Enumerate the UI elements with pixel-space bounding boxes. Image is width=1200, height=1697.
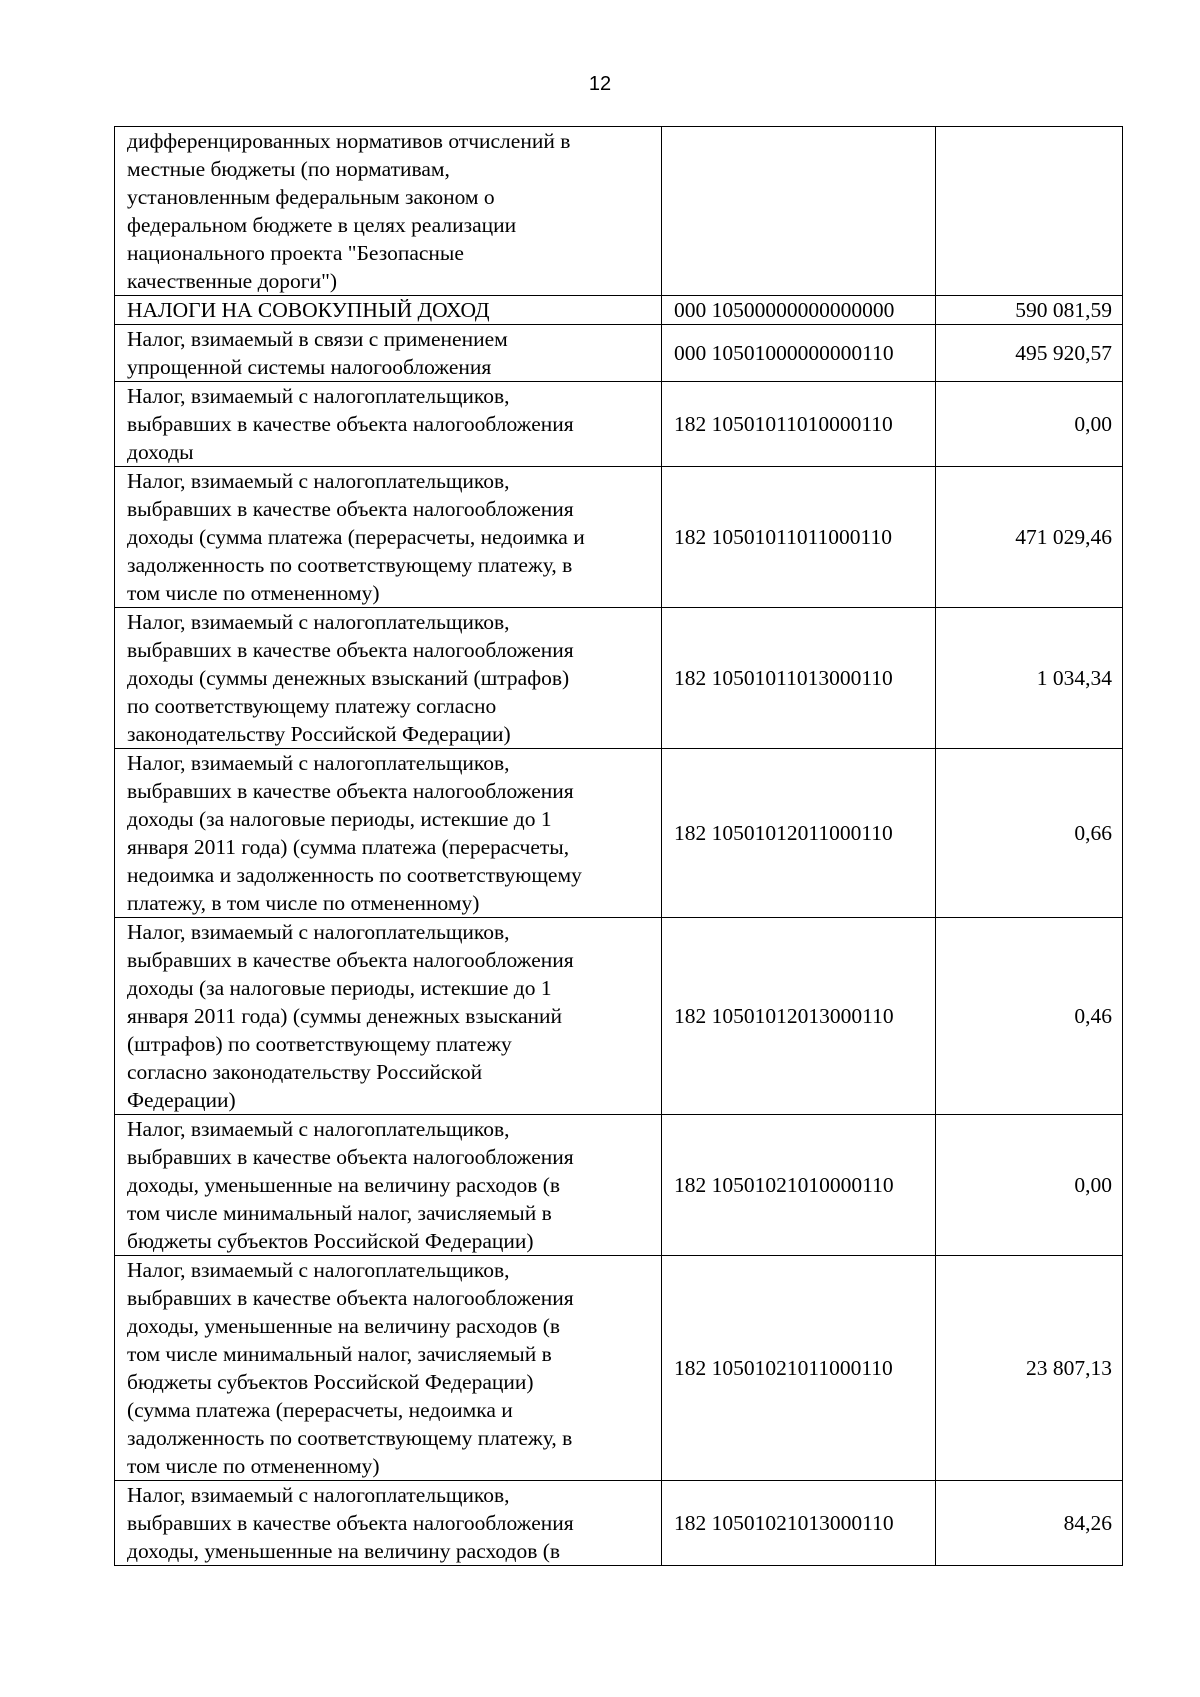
row-name-cell bbox=[115, 296, 662, 325]
row-code-cell: 000 10500000000000000 bbox=[662, 296, 936, 325]
table-row bbox=[115, 382, 1123, 467]
row-name-line: доходы bbox=[127, 440, 194, 464]
row-amount-cell: 590 081,59 bbox=[936, 296, 1123, 325]
row-name-cell bbox=[115, 1115, 662, 1256]
row-name-line: доходы (суммы денежных взысканий (штрафов) bbox=[127, 666, 570, 690]
row-name-cell bbox=[115, 918, 662, 1115]
table-row bbox=[115, 608, 1123, 749]
row-amount-cell: 23 807,13 bbox=[936, 1256, 1123, 1481]
row-code-cell: 182 10501012011000110 bbox=[662, 749, 936, 918]
row-name-line: НАЛОГИ НА СОВОКУПНЫЙ ДОХОД bbox=[127, 298, 490, 322]
row-name-line: Налог, взимаемый с налогоплательщиков, bbox=[127, 751, 510, 775]
row-code-cell: 182 10501011010000110 bbox=[662, 382, 936, 467]
row-name-line: доходы, уменьшенные на величину расходов (в bbox=[127, 1314, 561, 1338]
table-row bbox=[115, 1256, 1123, 1481]
row-name-line: выбравших в качестве объекта налогообложения bbox=[127, 779, 574, 803]
row-name-line: федеральном бюджете в целях реализации bbox=[127, 213, 517, 237]
row-code-cell: 182 10501012013000110 bbox=[662, 918, 936, 1115]
row-name-cell bbox=[115, 127, 662, 296]
table-row bbox=[115, 127, 1123, 296]
row-name-line: упрощенной системы налогообложения bbox=[127, 355, 492, 379]
row-code-cell: 182 10501021010000110 bbox=[662, 1115, 936, 1256]
row-name-cell bbox=[115, 382, 662, 467]
row-code-cell: 000 10501000000000110 bbox=[662, 325, 936, 382]
row-name-line: национального проекта "Безопасные bbox=[127, 241, 464, 265]
row-amount-cell: 84,26 bbox=[936, 1481, 1123, 1566]
row-name-line: Налог, взимаемый в связи с применением bbox=[127, 327, 508, 351]
table-row bbox=[115, 749, 1123, 918]
row-name-line: (штрафов) по соответствующему платежу bbox=[127, 1032, 512, 1056]
row-name-line: Налог, взимаемый с налогоплательщиков, bbox=[127, 1117, 510, 1141]
row-name-line: января 2011 года) (суммы денежных взысканий bbox=[127, 1004, 563, 1028]
revenue-table-body bbox=[115, 127, 1123, 1566]
row-name-line: выбравших в качестве объекта налогообложения bbox=[127, 412, 574, 436]
row-name-line: доходы (сумма платежа (перерасчеты, недоимка и bbox=[127, 525, 585, 549]
row-name-line: выбравших в качестве объекта налогообложения bbox=[127, 1511, 574, 1535]
row-name-cell bbox=[115, 608, 662, 749]
table-row bbox=[115, 325, 1123, 382]
row-amount-cell: 0,46 bbox=[936, 918, 1123, 1115]
revenue-table bbox=[114, 126, 1123, 1566]
row-name-line: бюджеты субъектов Российской Федерации) bbox=[127, 1229, 534, 1253]
row-name-line: Налог, взимаемый с налогоплательщиков, bbox=[127, 1258, 510, 1282]
row-name-line: доходы, уменьшенные на величину расходов (в bbox=[127, 1173, 561, 1197]
table-row bbox=[115, 918, 1123, 1115]
row-name-cell bbox=[115, 1256, 662, 1481]
row-name-cell bbox=[115, 325, 662, 382]
row-amount-cell bbox=[936, 127, 1123, 296]
row-amount-cell: 0,00 bbox=[936, 1115, 1123, 1256]
row-name-line: выбравших в качестве объекта налогообложения bbox=[127, 497, 574, 521]
row-name-line: том числе минимальный налог, зачисляемый в bbox=[127, 1342, 552, 1366]
row-name-line: том числе по отмененному) bbox=[127, 1454, 380, 1478]
row-name-line: по соответствующему платежу согласно bbox=[127, 694, 497, 718]
row-name-line: Налог, взимаемый с налогоплательщиков, bbox=[127, 610, 510, 634]
row-amount-cell: 1 034,34 bbox=[936, 608, 1123, 749]
row-code-cell bbox=[662, 127, 936, 296]
table-row bbox=[115, 1115, 1123, 1256]
table-row bbox=[115, 1481, 1123, 1566]
row-name-line: (сумма платежа (перерасчеты, недоимка и bbox=[127, 1398, 513, 1422]
table-row bbox=[115, 296, 1123, 325]
row-name-line: местные бюджеты (по нормативам, bbox=[127, 157, 450, 181]
row-name-line: задолженность по соответствующему платежу, в bbox=[127, 1426, 573, 1450]
row-name-cell bbox=[115, 749, 662, 918]
table-row bbox=[115, 467, 1123, 608]
row-name-line: качественные дороги") bbox=[127, 269, 338, 293]
row-name-line: недоимка и задолженность по соответствующему bbox=[127, 863, 582, 887]
row-name-line: том числе по отмененному) bbox=[127, 581, 380, 605]
row-name-line: бюджеты субъектов Российской Федерации) bbox=[127, 1370, 534, 1394]
row-name-line: Налог, взимаемый с налогоплательщиков, bbox=[127, 469, 510, 493]
row-amount-cell: 0,66 bbox=[936, 749, 1123, 918]
row-amount-cell: 471 029,46 bbox=[936, 467, 1123, 608]
row-code-cell: 182 10501021011000110 bbox=[662, 1256, 936, 1481]
row-name-line: согласно законодательству Российской bbox=[127, 1060, 483, 1084]
row-name-line: выбравших в качестве объекта налогообложения bbox=[127, 948, 574, 972]
row-name-line: Федерации) bbox=[127, 1088, 236, 1112]
row-name-line: января 2011 года) (сумма платежа (перерасчеты, bbox=[127, 835, 570, 859]
row-name-line: Налог, взимаемый с налогоплательщиков, bbox=[127, 920, 510, 944]
row-name-line: законодательству Российской Федерации) bbox=[127, 722, 511, 746]
row-name-line: доходы (за налоговые периоды, истекшие до 1 bbox=[127, 976, 552, 1000]
row-name-line: платежу, в том числе по отмененному) bbox=[127, 891, 480, 915]
row-name-line: доходы, уменьшенные на величину расходов (в bbox=[127, 1539, 561, 1563]
row-name-line: том числе минимальный налог, зачисляемый в bbox=[127, 1201, 552, 1225]
row-name-line: доходы (за налоговые периоды, истекшие до 1 bbox=[127, 807, 552, 831]
row-code-cell: 182 10501011013000110 bbox=[662, 608, 936, 749]
row-name-line: Налог, взимаемый с налогоплательщиков, bbox=[127, 384, 510, 408]
page-number: 12 bbox=[588, 73, 612, 95]
row-code-cell: 182 10501021013000110 bbox=[662, 1481, 936, 1566]
row-name-line: выбравших в качестве объекта налогообложения bbox=[127, 1145, 574, 1169]
row-name-line: выбравших в качестве объекта налогообложения bbox=[127, 638, 574, 662]
row-name-line: дифференцированных нормативов отчислений в bbox=[127, 129, 571, 153]
row-name-line: установленным федеральным законом о bbox=[127, 185, 495, 209]
row-code-cell: 182 10501011011000110 bbox=[662, 467, 936, 608]
row-name-line: выбравших в качестве объекта налогообложения bbox=[127, 1286, 574, 1310]
row-name-line: Налог, взимаемый с налогоплательщиков, bbox=[127, 1483, 510, 1507]
row-name-line: задолженность по соответствующему платежу, в bbox=[127, 553, 573, 577]
row-amount-cell: 0,00 bbox=[936, 382, 1123, 467]
row-amount-cell: 495 920,57 bbox=[936, 325, 1123, 382]
row-name-cell bbox=[115, 1481, 662, 1566]
row-name-cell bbox=[115, 467, 662, 608]
